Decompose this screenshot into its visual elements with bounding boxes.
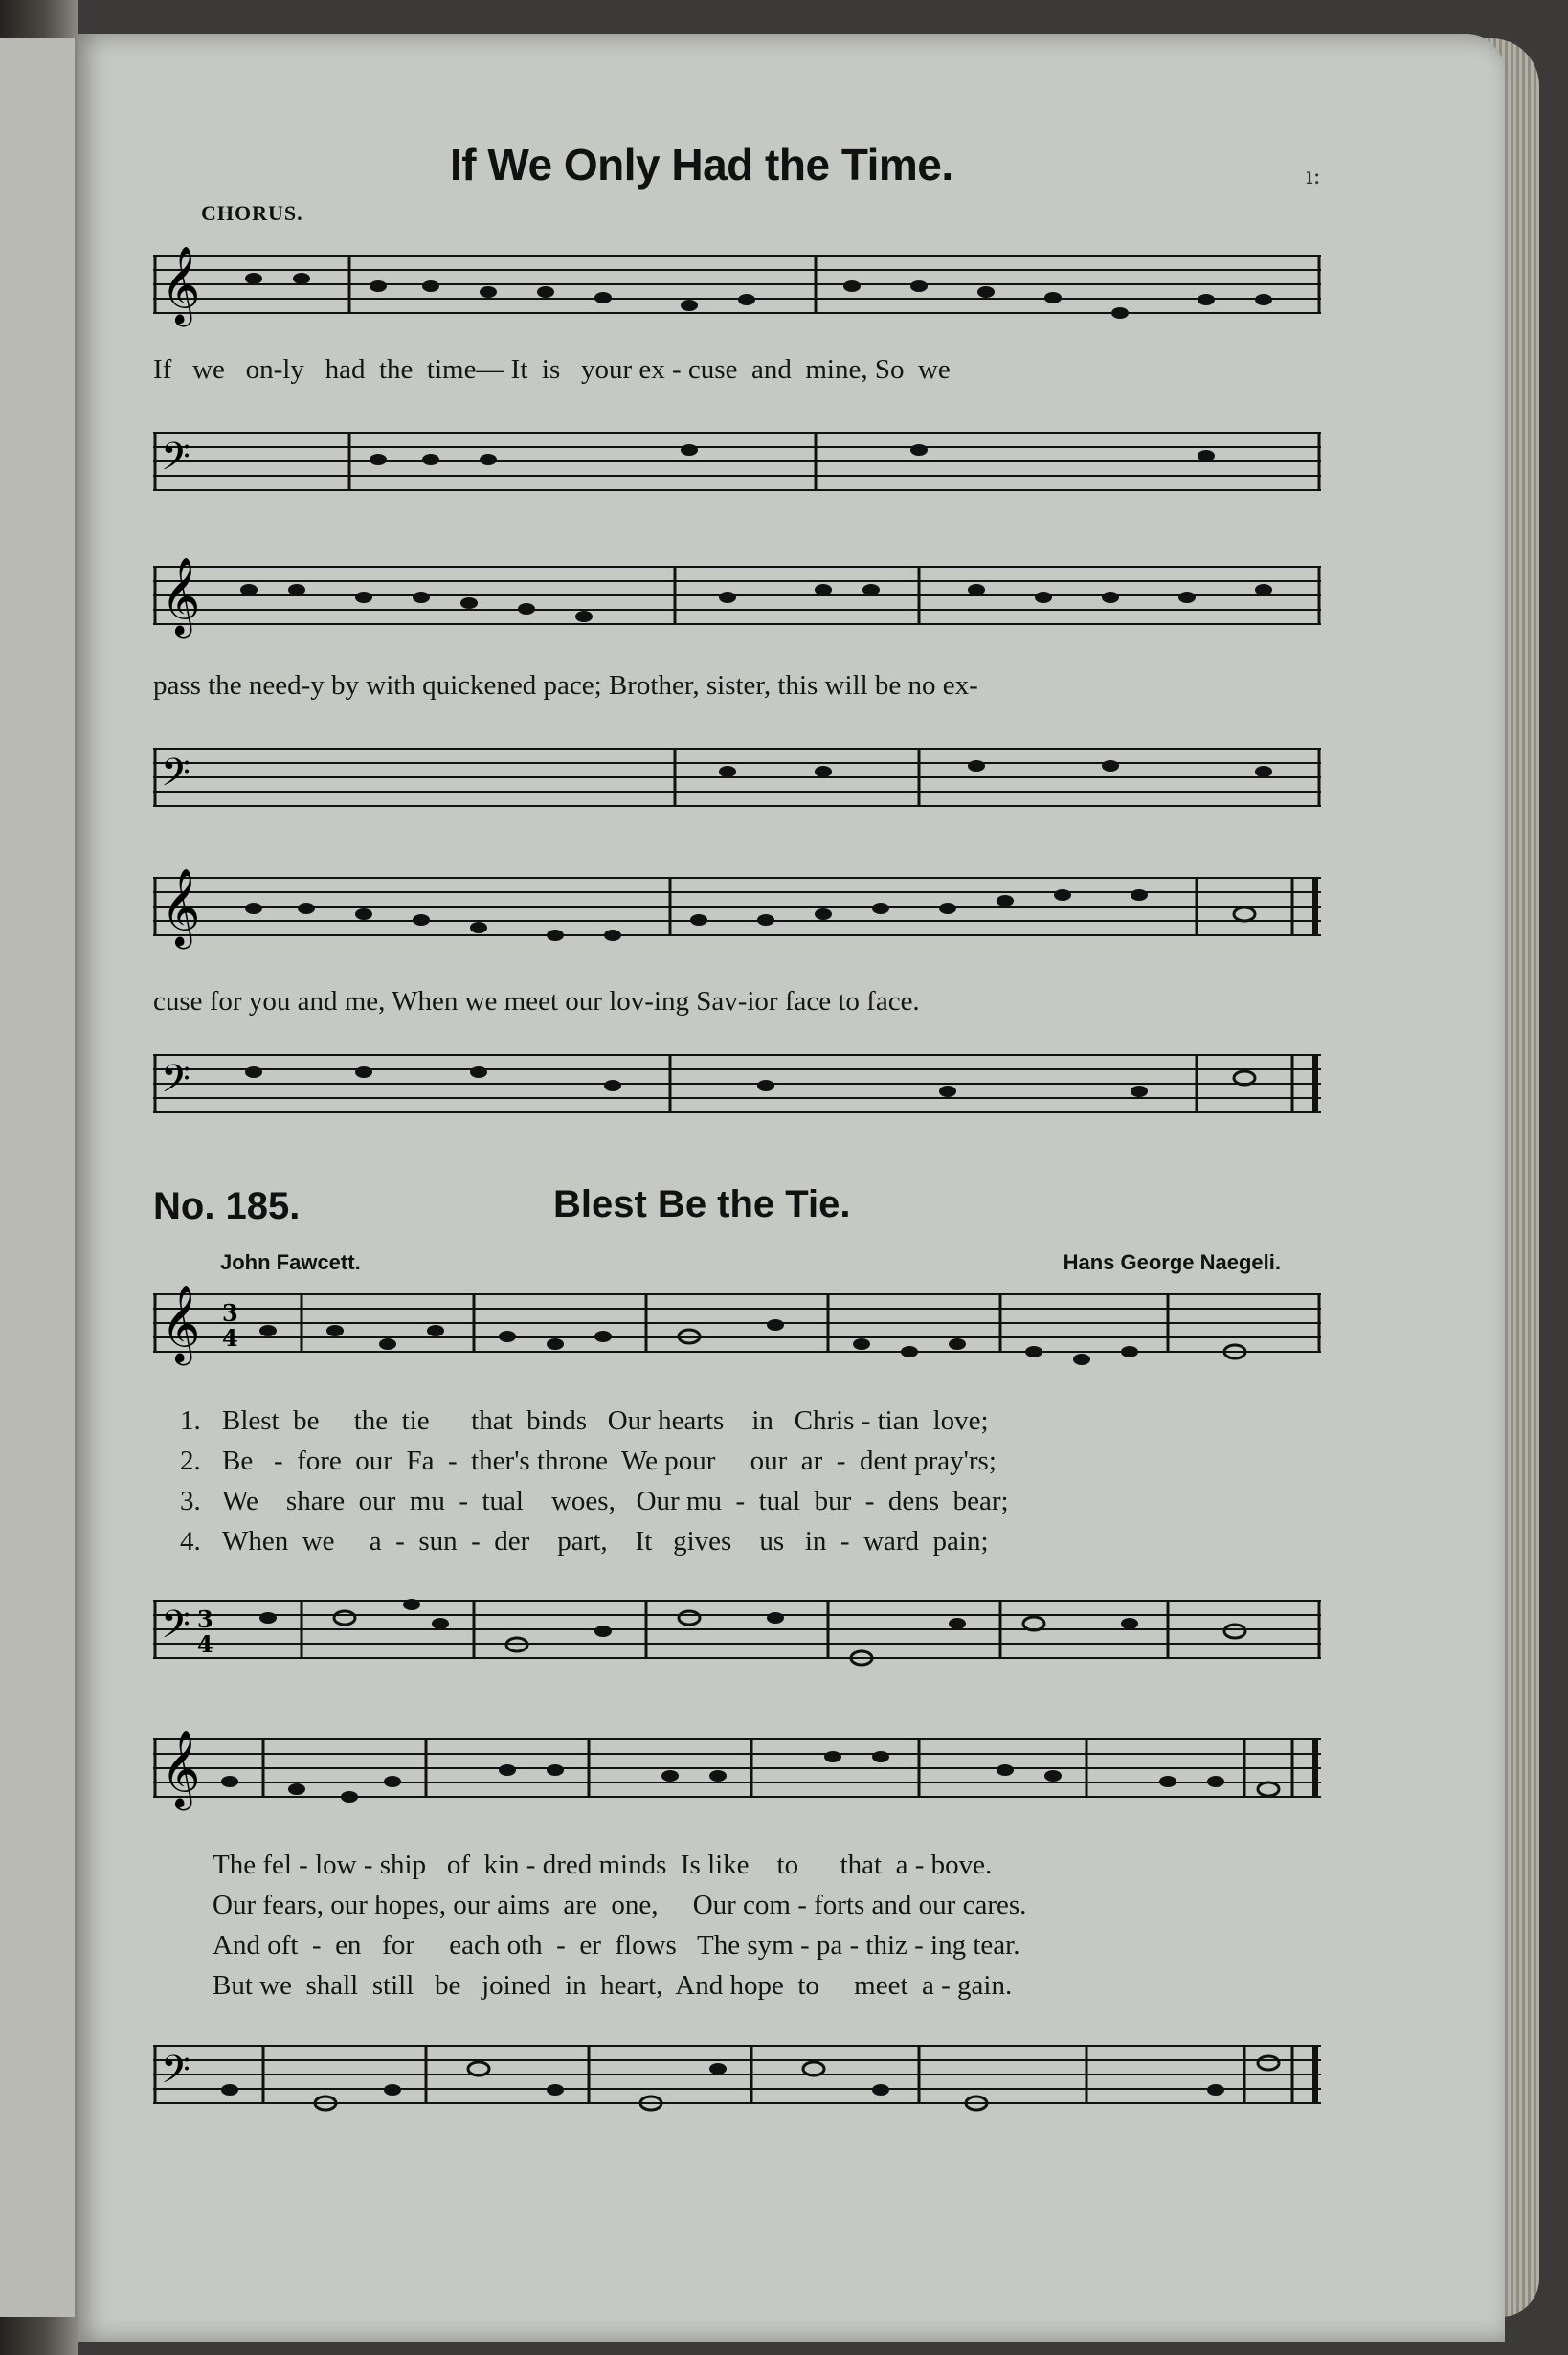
hymn-title-if-we-only-had-the-time: If We Only Had the Time. <box>450 140 953 190</box>
staff-bass-system-3 <box>153 1043 1321 1134</box>
verse-1-line-2: The fel - low - ship of kin - dred minds Is like to that a - bove. <box>213 1850 993 1880</box>
staff-treble-hymn2-system-1 <box>153 1283 1321 1374</box>
svg-text:𝄢: 𝄢 <box>161 1603 190 1656</box>
staff-treble-hymn2-system-2 <box>153 1728 1321 1819</box>
staff-treble-system-2 <box>153 555 1321 646</box>
svg-text:3: 3 <box>222 1299 238 1327</box>
svg-text:𝄞: 𝄞 <box>161 245 201 324</box>
svg-text:4: 4 <box>197 1630 213 1658</box>
lyric-line-2: pass the need-y by with quickened pace; Brother, sister, this will be no ex- <box>153 670 978 701</box>
svg-text:𝄞: 𝄞 <box>161 867 201 946</box>
verse-3-line-1: We share our mu - tual woes, Our mu - tual bur - dens bear; <box>222 1486 1009 1516</box>
verse-4-line-1: When we a - sun - der part, It gives us in - ward pain; <box>222 1526 989 1557</box>
svg-text:𝄞: 𝄞 <box>161 1729 201 1807</box>
verse-3-line-2: And oft - en for each oth - er flows The sym - pa - thiz - ing tear. <box>213 1930 1020 1961</box>
lyric-line-3: cuse for you and me, When we meet our lov-ing Sav-ior face to face. <box>153 986 920 1017</box>
hymn-number: No. 185. <box>153 1185 301 1227</box>
verse-number-4: 4. <box>180 1526 201 1557</box>
svg-text:𝄢: 𝄢 <box>161 2048 190 2101</box>
lyric-line-1: If we on-ly had the time— It is your ex - cuse and mine, So we <box>153 354 951 385</box>
verse-2-line-2: Our fears, our hopes, our aims are one, Our com - forts and our cares. <box>213 1890 1027 1920</box>
verse-1-line-1: Blest be the tie that binds Our hearts in Chris - tian love; <box>222 1405 989 1436</box>
staff-bass-hymn2-system-1 <box>153 1589 1321 1680</box>
svg-text:𝄢: 𝄢 <box>161 1057 190 1110</box>
verse-number-2: 2. <box>180 1446 201 1476</box>
music-credit: Hans George Naegeli. <box>1063 1250 1281 1274</box>
verse-number-1: 1. <box>180 1405 201 1436</box>
verse-2-line-1: Be - fore our Fa - ther's throne We pour our ar - dent pray'rs; <box>222 1446 997 1476</box>
svg-text:𝄢: 𝄢 <box>161 751 190 804</box>
svg-text:4: 4 <box>222 1324 238 1352</box>
verse-4-line-2: But we shall still be joined in heart, And hope to meet a - gain. <box>213 1970 1013 2001</box>
staff-treble-system-3 <box>153 866 1321 957</box>
chorus-label: CHORUS. <box>201 201 303 225</box>
staff-bass-system-1 <box>153 421 1321 512</box>
words-credit: John Fawcett. <box>220 1250 361 1274</box>
svg-text:𝄢: 𝄢 <box>161 435 190 488</box>
hymn-title-blest-be-the-tie: Blest Be the Tie. <box>553 1183 851 1225</box>
verse-number-3: 3. <box>180 1486 201 1516</box>
staff-bass-hymn2-system-2 <box>153 2034 1321 2125</box>
staff-treble-system-1 <box>153 244 1321 335</box>
svg-text:𝄞: 𝄞 <box>161 556 201 635</box>
svg-text:𝄞: 𝄞 <box>161 1284 201 1362</box>
staff-bass-system-2 <box>153 737 1321 828</box>
page-mark: ı: <box>1306 163 1321 190</box>
svg-text:3: 3 <box>197 1605 213 1633</box>
previous-page-edge <box>0 38 75 2317</box>
